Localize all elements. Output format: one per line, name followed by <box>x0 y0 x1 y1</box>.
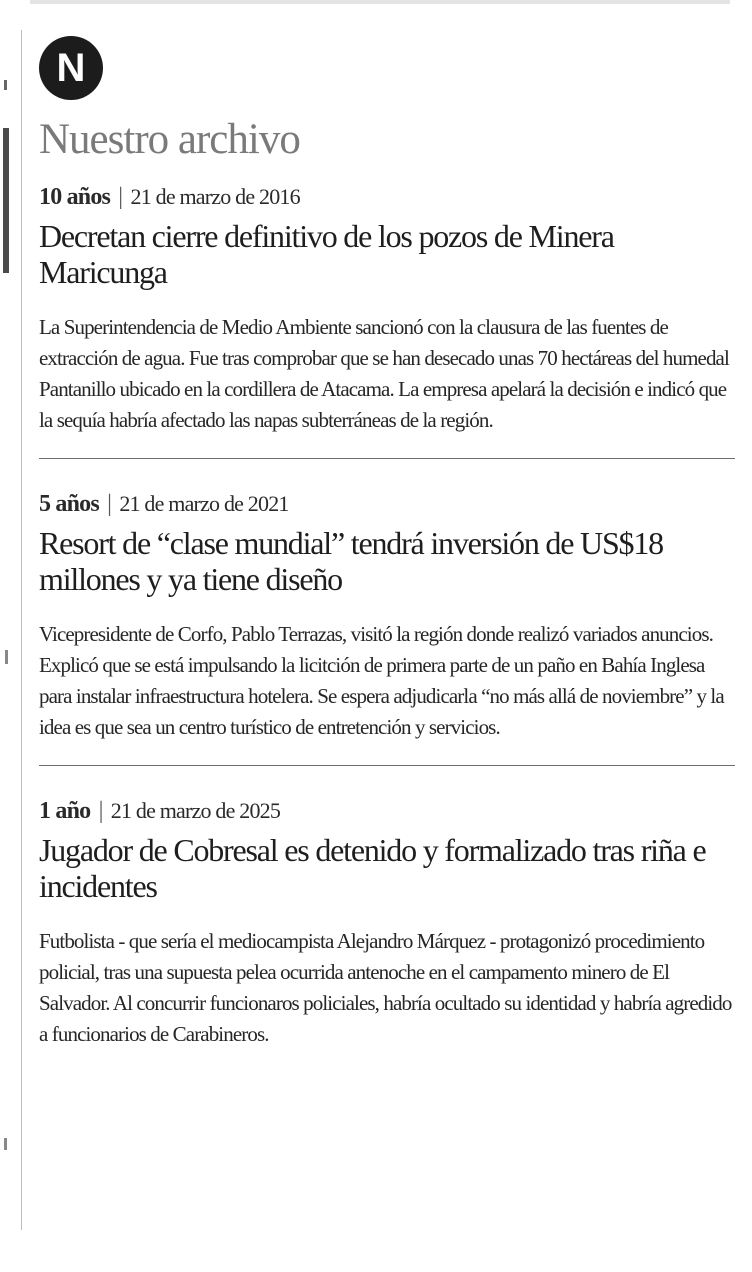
column-divider <box>21 30 22 1230</box>
entry-headline: Jugador de Cobresal es detenido y formalizado tras riña e incidentes <box>39 832 706 904</box>
entry-date: 21 de marzo de 2025 <box>110 798 281 823</box>
entry-meta <box>39 182 735 212</box>
top-edge-rule <box>30 0 730 4</box>
archive-entry <box>39 765 735 1072</box>
margin-mark <box>3 128 9 273</box>
margin-mark <box>4 80 7 90</box>
entry-years-ago: 5 años <box>39 491 99 517</box>
entry-date: 21 de marzo de 2016 <box>130 184 300 209</box>
archive-column <box>39 36 735 1072</box>
entry-meta <box>39 489 735 519</box>
entry-headline: Decretan cierre definitivo de los pozos de Minera Maricunga <box>39 218 614 290</box>
entry-date: 21 de marzo de 2021 <box>119 491 289 516</box>
entry-years-ago: 10 años <box>39 184 111 210</box>
margin-mark <box>4 1138 7 1150</box>
entry-years-ago: 1 año <box>39 798 91 824</box>
entry-body: Futbolista - que sería el mediocampista Alejandro Márquez - protagonizó procedimiento policial, tras una supuesta pelea ocurrida antenoche en el campamento minero de El Salvador. Al concurrir funcionaros policiales, habría ocultado su identidad y habría agredido a funcionarios de Carabineros. <box>39 929 732 1046</box>
entry-separator: | <box>107 491 112 517</box>
entry-body: Vicepresidente de Corfo, Pablo Terrazas, visitó la región donde realizó variados anuncios. Explicó que se está impulsando la licitción de primera parte de un paño en Bahía Inglesa para instalar infraestructura hotelera. Se espera adjudicarla “no más allá de noviembre” y la idea es que sea un centro turístico de entretención y servicios. <box>39 622 724 739</box>
adjacent-column-fragments <box>0 0 16 1272</box>
archive-entry <box>39 458 735 765</box>
logo-n-icon: N <box>39 36 103 100</box>
entry-separator: | <box>98 798 103 824</box>
entry-separator: | <box>118 184 123 210</box>
section-title: Nuestro archivo <box>39 116 300 163</box>
entry-meta <box>39 796 735 826</box>
archive-entry <box>39 182 735 458</box>
margin-mark <box>5 650 8 664</box>
entry-body: La Superintendencia de Medio Ambiente sancionó con la clausura de las fuentes de extracción de agua. Fue tras comprobar que se han desecado unas 70 hectáreas del humedal Pantanillo ubicado en la cordillera de Atacama. La empresa apelará la decisión e indicó que la sequía habría afectado las napas subterráneas de la región. <box>39 315 729 432</box>
entry-headline: Resort de “clase mundial” tendrá inversión de US$18 millones y ya tiene diseño <box>39 525 663 597</box>
